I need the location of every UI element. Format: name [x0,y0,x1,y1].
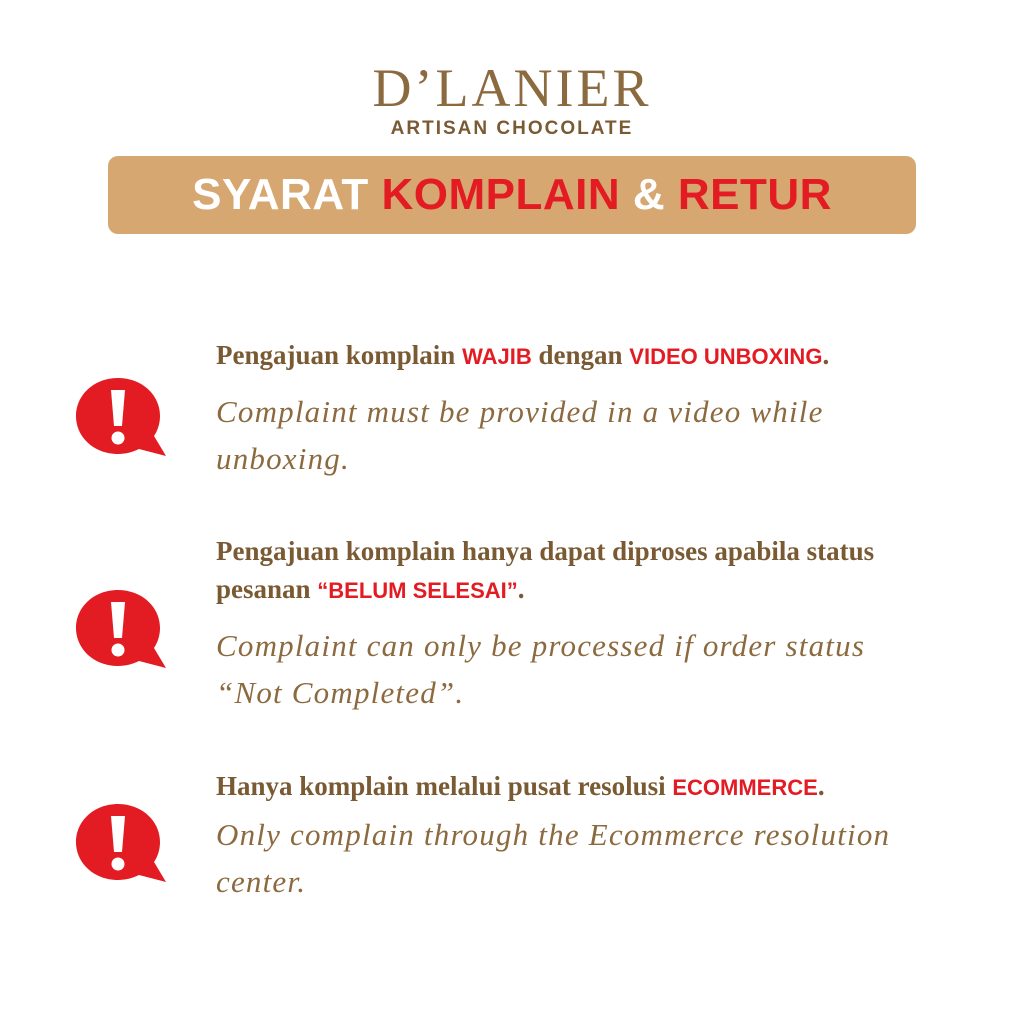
item-3-indonesian-text: Hanya komplain melalui pusat resolusi ECOMMERCE. [216,771,825,801]
item-2-english-text: Complaint can only be processed if order status “Not Completed”. [216,628,866,710]
item-1-indonesian-text: Pengajuan komplain WAJIB dengan VIDEO UNBOXING. [216,340,830,370]
exclamation-speech-bubble-icon [74,376,166,458]
title-part-syarat: SYARAT [192,170,382,219]
brand-name: D’LANIER [372,58,652,118]
page-title [108,156,916,234]
title-part-retur: RETUR [677,170,832,219]
item-2-indonesian-text: Pengajuan komplain hanya dapat diproses apabila status pesanan “BELUM SELESAI”. [216,536,875,604]
item-1-english-text: Complaint must be provided in a video while unboxing. [216,394,824,476]
title-part-ampersand: & [620,170,678,219]
exclamation-speech-bubble-icon [74,588,166,670]
exclamation-speech-bubble-icon [74,802,166,884]
brand-logo [0,58,1024,140]
title-part-komplain: KOMPLAIN [381,170,621,219]
item-3-english-text: Only complain through the Ecommerce resolution center. [216,817,891,899]
brand-subtitle: ARTISAN CHOCOLATE [390,118,634,139]
